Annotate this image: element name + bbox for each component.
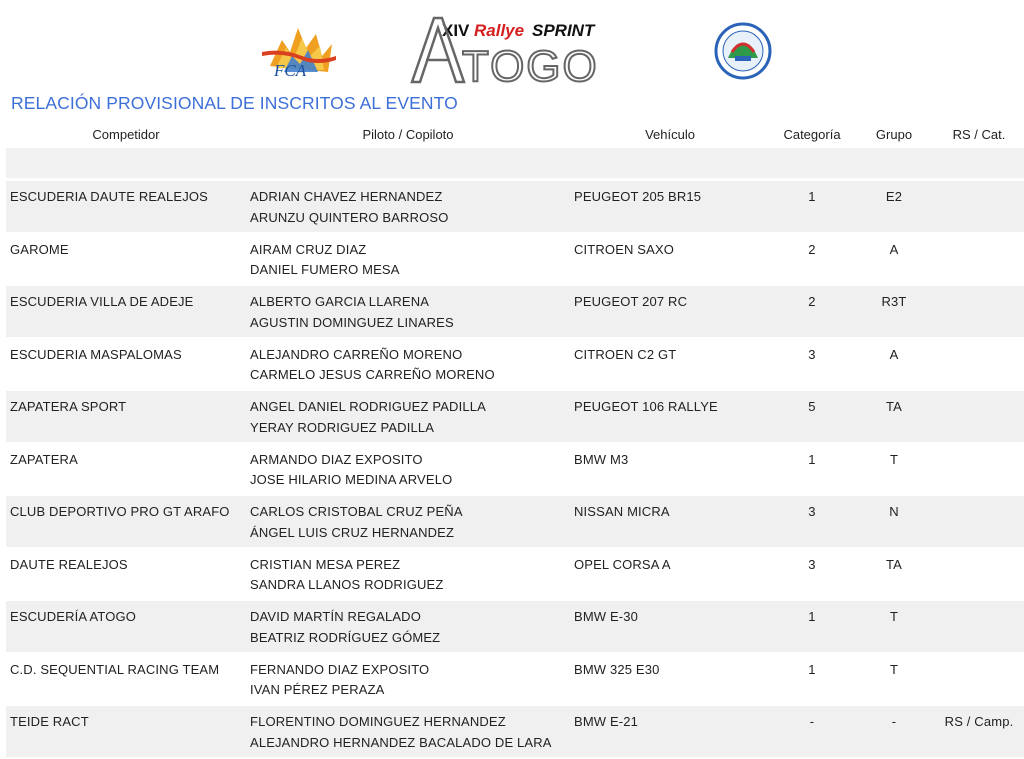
- fca-logo: [262, 22, 336, 80]
- col-header-competidor: Competidor: [92, 126, 160, 142]
- table-row: [6, 181, 1024, 233]
- vehiculo-cell: [570, 705, 770, 758]
- table-row: [6, 233, 1024, 286]
- competidor-cell: [6, 338, 246, 391]
- table-row: [6, 285, 1024, 338]
- copiloto-text: BEATRIZ RODRÍGUEZ GÓMEZ: [250, 629, 441, 645]
- page-title: RELACIÓN PROVISIONAL DE INSCRITOS AL EVENTO: [11, 93, 458, 113]
- rs-cat-text: RS / Camp.: [944, 714, 1014, 729]
- grupo-cell: [854, 653, 934, 706]
- categoria-cell: [770, 338, 854, 391]
- competidor-cell: [6, 548, 246, 601]
- piloto-copiloto-cell: [246, 390, 570, 443]
- rallye-atogo-logo: [408, 14, 612, 86]
- grupo-cell: [854, 285, 934, 338]
- categoria-text: 1: [808, 451, 816, 467]
- grupo-cell: [854, 233, 934, 286]
- vehiculo-cell: [570, 600, 770, 653]
- piloto-text: DAVID MARTÍN REGALADO: [250, 609, 421, 624]
- piloto-text: ALEJANDRO CARREÑO MORENO: [250, 346, 463, 362]
- categoria-text: 2: [808, 241, 816, 257]
- col-header-vehiculo: Vehículo: [645, 126, 695, 142]
- grupo-text: R3T: [881, 294, 907, 309]
- table-row: [6, 548, 1024, 601]
- col-header-rs: RS / Cat.: [952, 126, 1006, 142]
- vehiculo-text: PEUGEOT 207 RC: [574, 294, 688, 309]
- piloto-text: ANGEL DANIEL RODRIGUEZ PADILLA: [250, 399, 486, 414]
- vehiculo-cell: [570, 338, 770, 391]
- piloto-copiloto-cell: [246, 600, 570, 653]
- grupo-cell: [854, 705, 934, 758]
- svg-text:Rallye: Rallye: [474, 21, 525, 40]
- competidor-text: GAROME: [10, 241, 69, 257]
- grupo-text: N: [889, 504, 899, 519]
- col-header-piloto: Piloto / Copiloto: [362, 126, 454, 142]
- col-header-grupo: Grupo: [875, 126, 913, 142]
- competidor-cell: [6, 443, 246, 496]
- grupo-cell: [854, 495, 934, 548]
- piloto-text: AIRAM CRUZ DIAZ: [250, 241, 367, 257]
- copiloto-text: SANDRA LLANOS RODRIGUEZ: [250, 577, 444, 592]
- rs-cat-cell: [934, 443, 1024, 496]
- competidor-text: DAUTE REALEJOS: [10, 556, 128, 572]
- categoria-cell: [770, 495, 854, 548]
- piloto-copiloto-cell: [246, 653, 570, 706]
- grupo-text: A: [889, 346, 899, 362]
- vehiculo-text: PEUGEOT 205 BR15: [574, 189, 702, 204]
- vehiculo-text: BMW 325 E30: [574, 661, 660, 677]
- categoria-text: 5: [808, 399, 816, 414]
- table-row: [6, 600, 1024, 653]
- vehiculo-text: CITROEN SAXO: [574, 241, 675, 257]
- categoria-text: 2: [808, 294, 816, 309]
- piloto-copiloto-cell: [246, 181, 570, 233]
- vehiculo-cell: [570, 653, 770, 706]
- categoria-text: 3: [808, 556, 816, 572]
- vehiculo-text: BMW E-30: [574, 609, 639, 624]
- competidor-cell: [6, 600, 246, 653]
- competidor-cell: [6, 181, 246, 233]
- competidor-text: ZAPATERA SPORT: [10, 399, 127, 414]
- categoria-cell: [770, 390, 854, 443]
- categoria-cell: [770, 285, 854, 338]
- grupo-text: A: [889, 241, 899, 257]
- rs-cat-cell: [934, 653, 1024, 706]
- grupo-text: T: [889, 661, 899, 677]
- competidor-cell: [6, 285, 246, 338]
- grupo-cell: [854, 181, 934, 233]
- vehiculo-text: BMW E-21: [574, 714, 639, 729]
- table-row: [6, 495, 1024, 548]
- categoria-text: 1: [808, 609, 816, 624]
- copiloto-text: AGUSTIN DOMINGUEZ LINARES: [250, 314, 454, 330]
- table-row: [6, 443, 1024, 496]
- piloto-text: ALBERTO GARCIA LLARENA: [250, 294, 430, 309]
- copiloto-text: CARMELO JESUS CARREÑO MORENO: [250, 367, 495, 382]
- categoria-text: 1: [808, 189, 816, 204]
- competidor-cell: [6, 233, 246, 286]
- rs-cat-cell: [934, 181, 1024, 233]
- grupo-cell: [854, 548, 934, 601]
- rs-cat-cell: [934, 705, 1024, 758]
- table-row: [6, 390, 1024, 443]
- piloto-copiloto-cell: [246, 338, 570, 391]
- vehiculo-cell: [570, 443, 770, 496]
- categoria-cell: [770, 600, 854, 653]
- competidor-text: ESCUDERÍA ATOGO: [10, 609, 137, 624]
- copiloto-text: DANIEL FUMERO MESA: [250, 262, 400, 277]
- vehiculo-cell: [570, 548, 770, 601]
- vehiculo-cell: [570, 181, 770, 233]
- categoria-cell: [770, 705, 854, 758]
- categoria-cell: [770, 181, 854, 233]
- competidor-cell: [6, 390, 246, 443]
- piloto-text: ARMANDO DIAZ EXPOSITO: [250, 451, 423, 467]
- vehiculo-text: PEUGEOT 106 RALLYE: [574, 399, 718, 414]
- piloto-copiloto-cell: [246, 233, 570, 286]
- competidor-text: ZAPATERA: [10, 451, 78, 467]
- rs-cat-cell: [934, 233, 1024, 286]
- grupo-text: T: [889, 451, 899, 467]
- table-row: [6, 653, 1024, 706]
- svg-text:SPRINT: SPRINT: [532, 21, 595, 40]
- categoria-text: 3: [808, 504, 816, 519]
- categoria-text: 3: [808, 346, 816, 362]
- vehiculo-text: NISSAN MICRA: [574, 504, 670, 519]
- categoria-cell: [770, 548, 854, 601]
- piloto-copiloto-cell: [246, 548, 570, 601]
- categoria-cell: [770, 653, 854, 706]
- grupo-cell: [854, 338, 934, 391]
- piloto-text: FLORENTINO DOMINGUEZ HERNANDEZ: [250, 714, 506, 729]
- table-row: [6, 338, 1024, 391]
- rs-cat-cell: [934, 285, 1024, 338]
- grupo-text: TA: [886, 399, 902, 414]
- piloto-text: ADRIAN CHAVEZ HERNANDEZ: [250, 189, 443, 204]
- copiloto-text: ALEJANDRO HERNANDEZ BACALADO DE LARA: [250, 734, 552, 750]
- vehiculo-cell: [570, 495, 770, 548]
- grupo-cell: [854, 443, 934, 496]
- table-row: [6, 705, 1024, 758]
- copiloto-text: ARUNZU QUINTERO BARROSO: [250, 209, 449, 225]
- competidor-cell: [6, 705, 246, 758]
- svg-text:TOGO: TOGO: [462, 42, 599, 86]
- grupo-text: T: [889, 609, 899, 624]
- competidor-text: ESCUDERIA DAUTE REALEJOS: [10, 189, 208, 204]
- piloto-text: CARLOS CRISTOBAL CRUZ PEÑA: [250, 504, 463, 519]
- svg-text:XIV: XIV: [442, 21, 470, 40]
- entries-table: [6, 120, 1024, 759]
- grupo-cell: [854, 390, 934, 443]
- competidor-text: ESCUDERIA MASPALOMAS: [10, 346, 182, 362]
- federation-logo: [714, 22, 772, 80]
- piloto-copiloto-cell: [246, 285, 570, 338]
- vehiculo-text: CITROEN C2 GT: [574, 346, 677, 362]
- piloto-copiloto-cell: [246, 705, 570, 758]
- grupo-text: E2: [885, 189, 903, 204]
- copiloto-text: YERAY RODRIGUEZ PADILLA: [250, 419, 435, 435]
- competidor-text: C.D. SEQUENTIAL RACING TEAM: [10, 661, 220, 677]
- copiloto-text: ÁNGEL LUIS CRUZ HERNANDEZ: [250, 524, 455, 540]
- header: [0, 0, 1024, 92]
- vehiculo-cell: [570, 285, 770, 338]
- empty-row: [6, 148, 1024, 178]
- categoria-cell: [770, 443, 854, 496]
- copiloto-text: IVAN PÉREZ PERAZA: [250, 682, 385, 697]
- rs-cat-cell: [934, 600, 1024, 653]
- piloto-text: CRISTIAN MESA PEREZ: [250, 556, 401, 572]
- competidor-text: ESCUDERIA VILLA DE ADEJE: [10, 294, 194, 309]
- rs-cat-cell: [934, 548, 1024, 601]
- vehiculo-cell: [570, 390, 770, 443]
- copiloto-text: JOSE HILARIO MEDINA ARVELO: [250, 472, 453, 487]
- col-header-categoria: Categoría: [783, 126, 841, 142]
- rs-cat-cell: [934, 495, 1024, 548]
- vehiculo-text: BMW M3: [574, 451, 629, 467]
- competidor-text: CLUB DEPORTIVO PRO GT ARAFO: [10, 504, 230, 519]
- svg-text:FCA: FCA: [274, 61, 307, 80]
- piloto-copiloto-cell: [246, 495, 570, 548]
- table-header-row: [6, 120, 1024, 148]
- categoria-cell: [770, 233, 854, 286]
- competidor-cell: [6, 653, 246, 706]
- grupo-text: TA: [886, 556, 902, 572]
- piloto-text: FERNANDO DIAZ EXPOSITO: [250, 661, 430, 677]
- vehiculo-text: OPEL CORSA A: [574, 556, 671, 572]
- piloto-copiloto-cell: [246, 443, 570, 496]
- categoria-text: 1: [808, 661, 816, 677]
- rs-cat-cell: [934, 338, 1024, 391]
- categoria-text: -: [809, 714, 815, 729]
- vehiculo-cell: [570, 233, 770, 286]
- competidor-text: TEIDE RACT: [10, 714, 89, 729]
- competidor-cell: [6, 495, 246, 548]
- grupo-text: -: [891, 714, 897, 729]
- grupo-cell: [854, 600, 934, 653]
- rs-cat-cell: [934, 390, 1024, 443]
